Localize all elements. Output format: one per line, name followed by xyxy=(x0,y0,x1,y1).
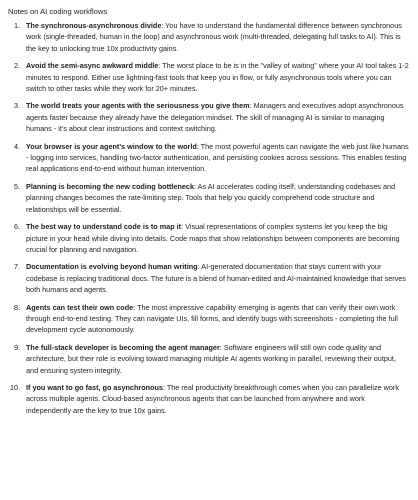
item-body: : As AI accelerates coding itself, understanding codebases and planning changes becomes the rate-limiting step. Tools that help you quickly comprehend code structure and relationships will be essential. xyxy=(26,181,396,214)
list-item xyxy=(8,221,410,255)
item-heading: The best way to understand code is to map it xyxy=(26,222,182,232)
item-body: : Software engineers will still own code quality and architecture, but their role is evolving toward managing multiple AI agents working in parallel, reviewing their output, and ensuring system integrity. xyxy=(26,342,396,375)
item-number: 6. xyxy=(13,222,20,232)
list-item xyxy=(8,261,410,295)
item-number: 7. xyxy=(13,262,20,272)
list-item xyxy=(8,20,410,54)
list-item xyxy=(8,141,410,175)
item-heading: Planning is becoming the new coding bottleneck xyxy=(26,181,194,191)
notes-list xyxy=(8,20,410,416)
list-item xyxy=(8,60,410,94)
item-heading: If you want to go fast, go asynchronous xyxy=(26,382,163,392)
item-number: 3. xyxy=(13,101,20,111)
list-item xyxy=(8,302,410,336)
item-body: : The most powerful agents can navigate the web just like humans - logging into services, handling two-factor authentication, and persisting cookies across sessions. This enables testing real applications end-to-end without human intervention. xyxy=(26,141,409,174)
item-body: : The worst place to be is in the "valley of waiting" where your AI tool takes 1-2 minutes to respond. Either use lightning-fast tools that keep you in flow, or fully asynchronous tools where you can switch to other tasks while they work for 20+ minutes. xyxy=(26,61,409,94)
item-heading: Avoid the semi-async awkward middle xyxy=(26,61,159,71)
item-body: : The real productivity breakthrough comes when you can parallelize work across multiple agents. Cloud-based asynchronous agents that can be launched from anywhere and work independently are the key to true 10x gains. xyxy=(26,382,399,415)
item-number: 5. xyxy=(13,181,20,191)
list-item xyxy=(8,382,410,416)
item-body: : AI-generated documentation that stays current with your codebase is replacing traditional docs. The future is a blend of human-edited and AI-maintained knowledge that serves both humans and agents. xyxy=(26,262,406,295)
list-item xyxy=(8,181,410,215)
item-number: 2. xyxy=(13,61,20,71)
item-heading: Agents can test their own code xyxy=(26,302,134,312)
item-heading: The world treats your agents with the seriousness you give them xyxy=(26,101,250,111)
list-item xyxy=(8,342,410,376)
item-heading: The synchronous-asynchronous divide xyxy=(26,21,162,30)
item-body: : The most impressive capability emerging is agents that can verify their own work through end-to-end testing. They can navigate UIs, fill forms, and identify bugs with screenshots - completing the full development cycle autonomously. xyxy=(26,302,398,335)
list-item xyxy=(8,100,410,134)
document-title: Notes on AI coding workflows xyxy=(8,7,108,16)
item-heading: Your browser is your agent's window to the world xyxy=(26,141,197,151)
item-heading: The full-stack developer is becoming the agent manager xyxy=(26,342,220,352)
item-body: : Managers and executives adopt asynchronous agents faster because they already have the delegation mindset. The skill of managing AI is similar to managing humans - it's about clear instructions and context switching. xyxy=(26,101,404,134)
item-number: 10. xyxy=(10,382,21,392)
item-number: 8. xyxy=(13,302,20,312)
item-body: : You have to understand the fundamental difference between synchronous work (single-threaded, human in the loop) and asynchronous work (multi-threaded, delegating full tasks to AI). This is the key to unlocking true 10x productivity gains. xyxy=(26,21,402,53)
item-heading: Documentation is evolving beyond human writing xyxy=(26,262,198,272)
item-number: 9. xyxy=(13,342,20,352)
item-number: 1. xyxy=(13,21,20,30)
item-number: 4. xyxy=(13,141,20,151)
item-body: : Visual representations of complex systems let you keep the big picture in your head while diving into details. Code maps that show relationships between components are becoming crucial for planning and navigation. xyxy=(26,222,400,254)
